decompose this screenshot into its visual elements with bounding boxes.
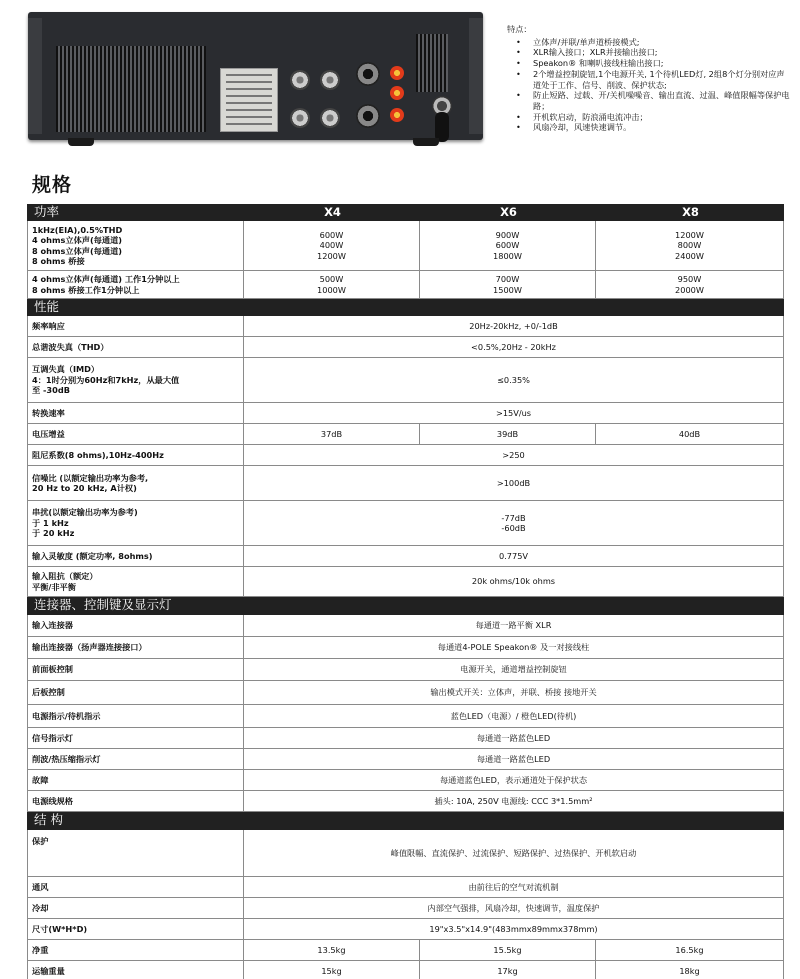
row-value: 18kg [596, 961, 784, 979]
rack-ear-left [28, 18, 42, 134]
row-label: 转换速率 [28, 403, 244, 424]
row-label: 频率响应 [28, 316, 244, 337]
features-list [507, 37, 792, 133]
table-row [28, 358, 784, 403]
table-row [28, 705, 784, 728]
row-label: 运输重量 [28, 961, 244, 979]
row-value: 电源开关，通道增益控制旋钮 [244, 659, 784, 681]
row-label: 输入连接器 [28, 615, 244, 637]
row-label: 故障 [28, 770, 244, 791]
binding-post-red-icon [390, 108, 404, 122]
features-title: 特点： [507, 24, 532, 34]
row-value: 600W 400W 1200W [244, 221, 420, 271]
table-row [28, 615, 784, 637]
table-row [28, 961, 784, 979]
row-label: 阻尼系数(8 ohms),10Hz-400Hz [28, 445, 244, 466]
table-row [28, 681, 784, 705]
row-value: 15.5kg [420, 940, 596, 961]
table-row [28, 791, 784, 812]
feature-item: • 2个增益控制旋钮,1个电源开关, 1个待机LED灯, 2组8个灯分别对应声道处于工作、信号、削波、保护状态; [507, 69, 792, 90]
row-label: 总谐波失真（THD） [28, 337, 244, 358]
caution-label-plate [220, 68, 278, 132]
row-value: 1200W 800W 2400W [596, 221, 784, 271]
speakon-b-icon [356, 104, 380, 128]
row-value: 20Hz-20kHz, +0/-1dB [244, 316, 784, 337]
rubber-foot [68, 138, 94, 146]
table-row [28, 877, 784, 898]
table-row [28, 337, 784, 358]
table-row [28, 659, 784, 681]
row-label: 削波/热压缩指示灯 [28, 749, 244, 770]
page-title: 规格 [32, 174, 73, 196]
row-value: 内部空气强排，风扇冷却，快速调节，温度保护 [244, 898, 784, 919]
row-value: 蓝色LED（电源）/ 橙色LED(待机) [244, 705, 784, 728]
section-header-performance [28, 299, 784, 316]
feature-item: • 防止短路、过载、开/关机噪噪音、输出直流、过温、峰值限幅等保护电路； [507, 90, 792, 111]
row-value: 950W 2000W [596, 271, 784, 299]
row-value: 19"x3.5"x14.9"(483mmx89mmx378mm) [244, 919, 784, 940]
feature-item: • 风扇冷却，风速快速调节。 [507, 122, 792, 133]
table-row [28, 749, 784, 770]
section-header-power [28, 205, 784, 221]
row-value: 峰值限幅、直流保护、过流保护、短路保护、过热保护、开机软启动 [244, 830, 784, 877]
row-value: <0.5%,20Hz - 20kHz [244, 337, 784, 358]
feature-item: • 立体声/并联/单声道桥接模式; [507, 37, 792, 48]
section-title: 结 构 [28, 812, 784, 830]
row-label: 输入阻抗（额定） 平衡/非平衡 [28, 567, 244, 597]
table-row [28, 424, 784, 445]
vent-grille-left [56, 46, 206, 132]
row-label: 串扰(以额定输出功率为参考) 于 1 kHz 于 20 kHz [28, 501, 244, 546]
row-value: -77dB -60dB [244, 501, 784, 546]
row-value: 每通道一路平衡 XLR [244, 615, 784, 637]
section-title: 连接器、控制键及显示灯 [28, 597, 784, 615]
row-label: 后板控制 [28, 681, 244, 705]
row-label: 电源线规格 [28, 791, 244, 812]
table-row [28, 770, 784, 791]
row-value: 16.5kg [596, 940, 784, 961]
row-label: 输出连接器（扬声器连接接口） [28, 637, 244, 659]
table-row [28, 501, 784, 546]
row-label: 通风 [28, 877, 244, 898]
row-value: 每通道4-POLE Speakon® 及一对接线柱 [244, 637, 784, 659]
table-row [28, 567, 784, 597]
vent-grille-right [416, 34, 448, 92]
row-value: 39dB [420, 424, 596, 445]
table-row [28, 898, 784, 919]
row-value: >250 [244, 445, 784, 466]
row-value: 输出模式开关：立体声，并联、桥接 接地开关 [244, 681, 784, 705]
table-row [28, 445, 784, 466]
table-row [28, 271, 784, 299]
row-value: 17kg [420, 961, 596, 979]
row-value: 15kg [244, 961, 420, 979]
section-header-connectors [28, 597, 784, 615]
row-label: 信噪比 (以额定输出功率为参考, 20 Hz to 20 kHz, A计权) [28, 466, 244, 501]
row-value: 每通道蓝色LED，表示通道处于保护状态 [244, 770, 784, 791]
binding-post-red-icon [390, 86, 404, 100]
row-value: ≤0.35% [244, 358, 784, 403]
table-row [28, 403, 784, 424]
table-row [28, 940, 784, 961]
row-label: 1kHz(EIA),0.5%THD 4 ohms立体声(每通道) 8 ohms立体声(每通道) 8 ohms 桥接 [28, 221, 244, 271]
table-row [28, 637, 784, 659]
xlr-input-a-icon [290, 70, 310, 90]
row-label: 4 ohms立体声(每通道) 工作1分钟以上 8 ohms 桥接工作1分钟以上 [28, 271, 244, 299]
xlr-input-b-icon [290, 108, 310, 128]
spec-table [27, 204, 784, 979]
row-value: 13.5kg [244, 940, 420, 961]
table-row [28, 919, 784, 940]
section-header-structure [28, 812, 784, 830]
table-row [28, 728, 784, 749]
xlr-link-a-icon [320, 70, 340, 90]
amplifier-rear-panel-photo [28, 12, 483, 147]
row-label: 信号指示灯 [28, 728, 244, 749]
row-value: 500W 1000W [244, 271, 420, 299]
row-value: >15V/us [244, 403, 784, 424]
rack-ear-right [469, 18, 483, 134]
row-value: 由前往后的空气对流机制 [244, 877, 784, 898]
table-row [28, 830, 784, 877]
row-value: 每通道一路蓝色LED [244, 728, 784, 749]
row-label: 前面板控制 [28, 659, 244, 681]
section-title: 性能 [28, 299, 784, 316]
row-value: 20k ohms/10k ohms [244, 567, 784, 597]
binding-post-red-icon [390, 66, 404, 80]
row-value: 40dB [596, 424, 784, 445]
speakon-a-icon [356, 62, 380, 86]
row-value: 每通道一路蓝色LED [244, 749, 784, 770]
row-label: 互调失真（IMD） 4：1时分别为60Hz和7kHz，从最大值 至 -30dB [28, 358, 244, 403]
table-row [28, 316, 784, 337]
row-label: 净重 [28, 940, 244, 961]
table-row [28, 546, 784, 567]
section-title: 功率 [28, 205, 244, 221]
feature-item: • 开机软启动，防浪涌电流冲击； [507, 112, 792, 123]
features-panel [507, 24, 792, 133]
row-label: 电源指示/待机指示 [28, 705, 244, 728]
row-label: 输入灵敏度 (额定功率, 8ohms) [28, 546, 244, 567]
row-value: 900W 600W 1800W [420, 221, 596, 271]
row-value: >100dB [244, 466, 784, 501]
xlr-link-b-icon [320, 108, 340, 128]
model-header: X8 [596, 205, 784, 221]
rubber-foot [413, 138, 439, 146]
model-header: X6 [420, 205, 596, 221]
model-header: X4 [244, 205, 420, 221]
row-value: 37dB [244, 424, 420, 445]
row-label: 尺寸(W*H*D) [28, 919, 244, 940]
row-value: 700W 1500W [420, 271, 596, 299]
feature-item: • Speakon® 和喇叭接线柱输出接口; [507, 58, 792, 69]
row-value: 插头: 10A, 250V 电源线: CCC 3*1.5mm² [244, 791, 784, 812]
table-row [28, 221, 784, 271]
row-label: 冷却 [28, 898, 244, 919]
feature-item: • XLR输入接口；XLR并接输出接口; [507, 47, 792, 58]
table-row [28, 466, 784, 501]
row-label: 电压增益 [28, 424, 244, 445]
row-label: 保护 [28, 830, 244, 877]
row-value: 0.775V [244, 546, 784, 567]
